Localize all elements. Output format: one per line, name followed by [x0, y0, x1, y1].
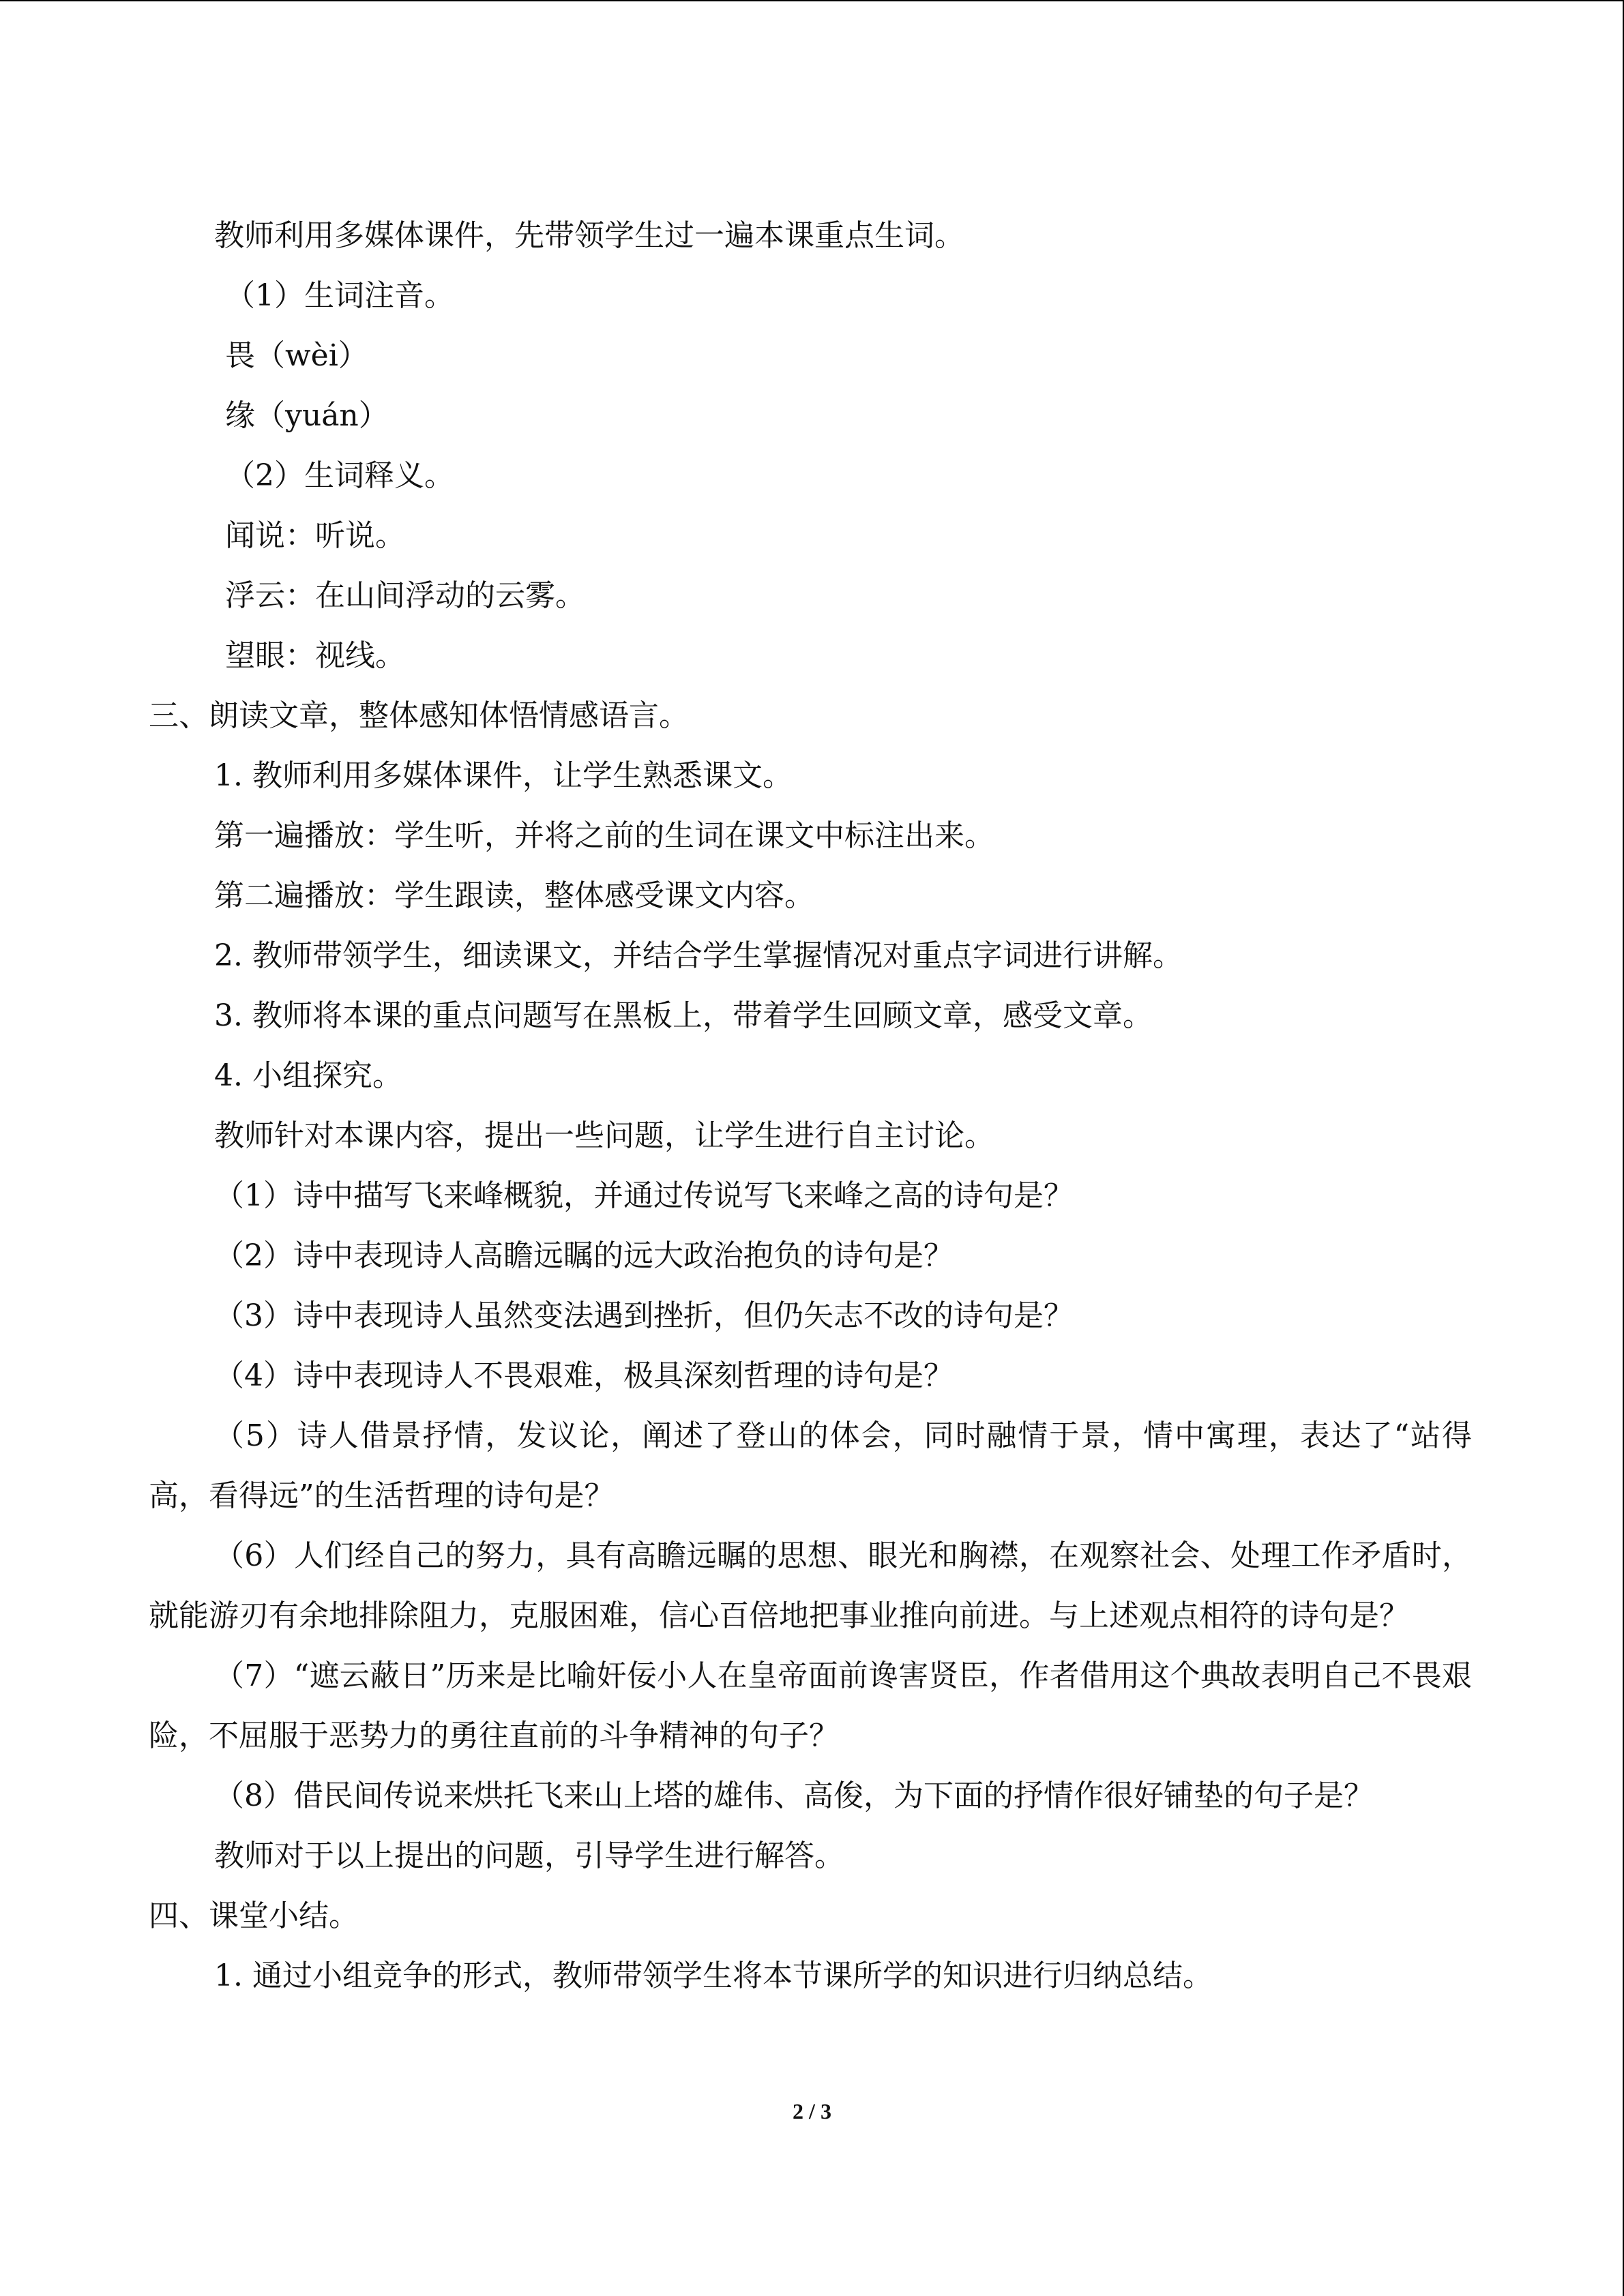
text-line: 闻说：听说。 [225, 518, 405, 553]
page-number: 2 / 3 [793, 2099, 831, 2123]
text-line: 畏（wèi） [225, 338, 368, 373]
text-line: 2. 教师带领学生，细读课文，并结合学生掌握情况对重点字词进行讲解。 [214, 938, 1183, 973]
question-line: （2）诗中表现诗人高瞻远瞩的远大政治抱负的诗句是？ [214, 1238, 954, 1273]
question-paragraph: （5）诗人借景抒情，发议论，阐述了登山的体会，同时融情于景，情中寓理，表达了“站得高，看得远”的生活哲理的诗句是？ [149, 1418, 1472, 1513]
text-line: 1. 教师利用多媒体课件，让学生熟悉课文。 [214, 758, 793, 793]
text-line: 浮云：在山间浮动的云雾。 [225, 578, 585, 613]
question-line: （1）诗中描写飞来峰概貌，并通过传说写飞来峰之高的诗句是？ [214, 1178, 1074, 1213]
question-line: （4）诗中表现诗人不畏艰难，极具深刻哲理的诗句是？ [214, 1358, 954, 1393]
text-line: 4. 小组探究。 [214, 1058, 402, 1093]
section-heading: 四、课堂小结。 [149, 1898, 359, 1933]
text-line: 望眼：视线。 [225, 638, 405, 673]
text-line: 第二遍播放：学生跟读，整体感受课文内容。 [214, 878, 814, 913]
text-line: （2）生词释义。 [225, 458, 454, 493]
text-line: （1）生词注音。 [225, 278, 454, 313]
text-line: 教师针对本课内容，提出一些问题，让学生进行自主讨论。 [214, 1118, 994, 1153]
section-heading: 三、朗读文章，整体感知体悟情感语言。 [149, 698, 689, 733]
text-line: 教师对于以上提出的问题，引导学生进行解答。 [214, 1838, 844, 1873]
question-line: （8）借民间传说来烘托飞来山上塔的雄伟、高俊，为下面的抒情作很好铺垫的句子是？ [214, 1778, 1374, 1813]
text-line: 第一遍播放：学生听，并将之前的生词在课文中标注出来。 [214, 818, 994, 853]
question-line: （3）诗中表现诗人虽然变法遇到挫折，但仍矢志不改的诗句是？ [214, 1298, 1074, 1333]
text-line: 教师利用多媒体课件，先带领学生过一遍本课重点生词。 [214, 218, 964, 253]
question-paragraph: （6）人们经自己的努力，具有高瞻远瞩的思想、眼光和胸襟，在观察社会、处理工作矛盾时，就能游刃有余地排除阻力，克服困难，信心百倍地把事业推向前进。与上述观点相符的诗句是？ [149, 1538, 1472, 1633]
document-body [149, 206, 1472, 2006]
question-paragraph: （7）“遮云蔽日”历来是比喻奸佞小人在皇帝面前谗害贤臣，作者借用这个典故表明自己不畏艰险，不屈服于恶势力的勇往直前的斗争精神的句子？ [149, 1658, 1472, 1753]
text-line: 缘（yuán） [225, 398, 389, 433]
text-line: 3. 教师将本课的重点问题写在黑板上，带着学生回顾文章，感受文章。 [214, 998, 1153, 1033]
text-line: 1. 通过小组竞争的形式，教师带领学生将本节课所学的知识进行归纳总结。 [214, 1958, 1213, 1993]
